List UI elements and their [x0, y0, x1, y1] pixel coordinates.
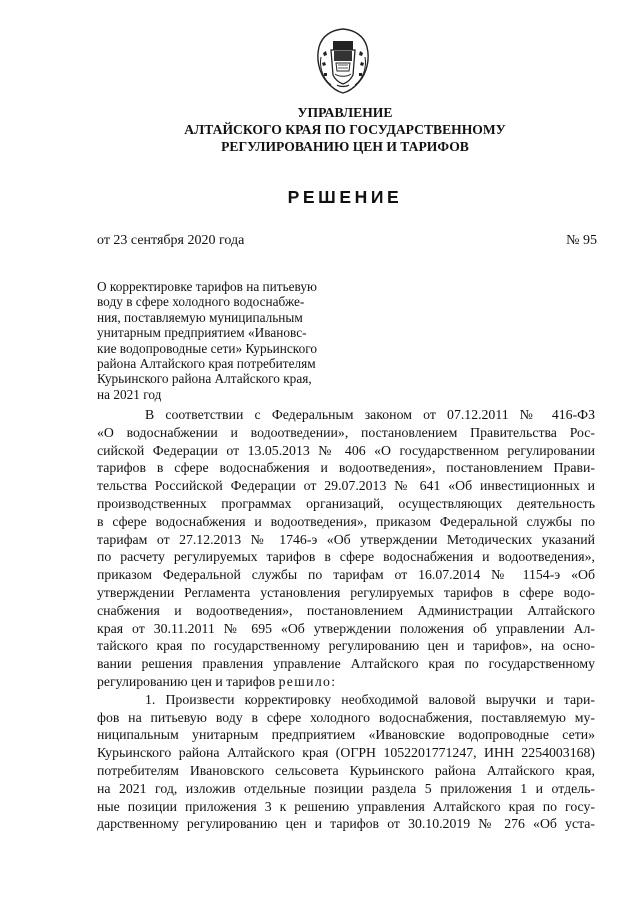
- preamble-line: тельства Российской Федерации от 29.07.2013 № 641 «Об инвестиционных и: [97, 478, 595, 494]
- preamble-line: края от 30.11.2011 № 695 «Об утверждении положения об управлении Ал-: [97, 620, 595, 636]
- issuing-authority: [150, 104, 540, 155]
- item-1-line: фов на питьевую воду в сфере холодного водоснабжения, поставляемую му-: [97, 709, 595, 725]
- preamble-line: тарифов в сфере водоснабжения и водоотведения», постановлением Прави-: [97, 460, 595, 476]
- preamble-line: сийской Федерации от 13.05.2013 № 406 «О государственном регулировании: [97, 442, 595, 458]
- item-1-line: ные позиции приложения 3 к решению управления Алтайского края по госу-: [97, 798, 595, 814]
- document-number: № 95: [566, 233, 597, 248]
- preamble-closing-text: регулированию цен и тарифов: [97, 673, 279, 689]
- coat-of-arms-icon: [313, 27, 373, 95]
- authority-line-2: АЛТАЙСКОГО КРАЯ ПО ГОСУДАРСТВЕННОМУ: [184, 122, 506, 137]
- preamble-closing-line: [97, 673, 595, 691]
- subject-line: района Алтайского края потребителям: [97, 356, 316, 372]
- authority-line-1: УПРАВЛЕНИЕ: [297, 105, 393, 120]
- document-subject: [97, 279, 353, 402]
- preamble-line: вании решения правления управление Алтайского края по государственному: [97, 656, 595, 672]
- item-1-line: 1. Произвести корректировку необходимой валовой выручки и тари-: [145, 691, 595, 707]
- subject-line: на 2021 год: [97, 386, 162, 402]
- preamble-line: снабжения и водоотведения», постановлением Администрации Алтайского: [97, 602, 595, 618]
- preamble-line: «О водоснабжении и водоотведении», постановлением Правительства Рос-: [97, 424, 595, 440]
- subject-line: Курьинского района Алтайского края,: [97, 371, 312, 387]
- item-1-line: ниципальным унитарным предприятием «Ивановские водопроводные сети»: [97, 727, 595, 743]
- preamble-line: В соответствии с Федеральным законом от 07.12.2011 № 416-ФЗ: [145, 407, 595, 422]
- item-1-line: дарственному регулированию цен и тарифов от 30.10.2019 № 276 «Об уста-: [97, 816, 595, 832]
- preamble-line: по расчету регулируемых тарифов в сфере водоснабжения и водоотведения»,: [97, 549, 595, 565]
- subject-line: кие водопроводные сети» Курьинского: [97, 340, 318, 356]
- preamble-line: в сфере водоснабжения и водоотведения», приказом Федеральной службы по: [97, 513, 595, 529]
- preamble-line: тайского края по государственному регулированию цен и тарифов», на осно-: [97, 638, 595, 654]
- subject-line: унитарным предприятием «Ивановс-: [97, 325, 307, 341]
- preamble-line: тарифам от 27.12.2013 № 1746-э «Об утверждении Методических указаний: [97, 531, 595, 547]
- subject-line: воду в сфере холодного водоснабже-: [97, 294, 305, 310]
- document-body: [97, 406, 595, 833]
- authority-line-3: РЕГУЛИРОВАНИЮ ЦЕН И ТАРИФОВ: [221, 139, 469, 154]
- item-1-line: Курьинского района Алтайского края (ОГРН 1052201771247, ИНН 2254003168): [97, 745, 595, 761]
- document-date: от 23 сентября 2020 года: [97, 233, 245, 248]
- item-1-line: потребителям Ивановского сельсовета Курьинского района Алтайского края,: [97, 762, 595, 778]
- resolution-colon: :: [331, 673, 336, 689]
- preamble-line: производственных программах организаций, осуществляющих деятельность: [97, 495, 595, 511]
- document-title: РЕШЕНИЕ: [287, 187, 403, 207]
- subject-line: О корректировке тарифов на питьевую: [97, 279, 317, 294]
- preamble-line: утверждении Регламента установления регулируемых тарифов в сфере водо-: [97, 584, 595, 600]
- preamble-line: приказом Федеральной службы по тарифам от 16.07.2014 № 1154-э «Об: [97, 567, 595, 583]
- item-1-line: на 2021 год, изложив отдельные позиции раздела 5 приложения 1 и отдель-: [97, 780, 595, 796]
- subject-line: ния, поставляемую муниципальным: [97, 309, 303, 325]
- resolution-word: решило: [278, 673, 332, 689]
